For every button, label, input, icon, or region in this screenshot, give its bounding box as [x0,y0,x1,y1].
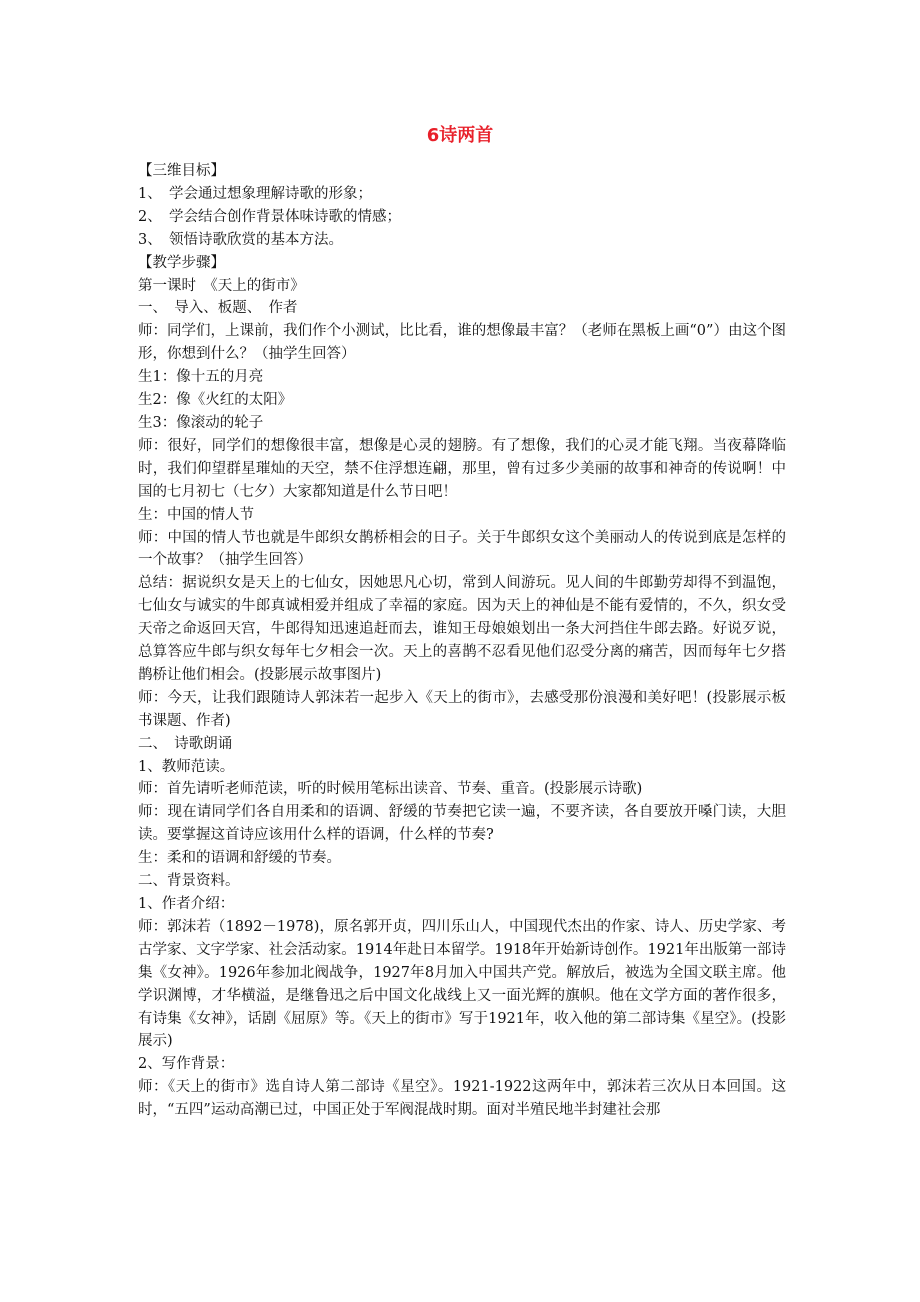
dialogue-paragraph: 师：中国的情人节也就是牛郎织女鹊桥相会的日子。关于牛郎织女这个美丽动人的传说到底是怎样的一个故事？（抽学生回答） [138,529,786,569]
document-title: 6诗两首 [426,125,494,146]
dialogue-paragraph: 生3：像滚动的轮子 [138,414,264,431]
step-heading-intro: 一、 导入、板题、 作者 [138,300,298,317]
sub-heading: 2、写作背景： [138,1056,235,1073]
goal-item-1: 1、 学会通过想象理解诗歌的形象； [138,185,372,202]
section-heading-goals: 【三维目标】 [138,163,225,179]
sub-heading: 1、教师范读。 [138,758,235,775]
step-heading-background: 二、背景资料。 [138,873,240,890]
background-paragraph: 师：《天上的街市》选自诗人第二部诗《星空》。1921-1922这两年中，郭沫若三次从日本回国。这时，“五四”运动高潮已过，中国正处于军阀混战时期。面对半殖民地半封建社会那 [138,1079,786,1119]
document-body [138,160,786,1122]
lesson-heading: 第一课时 《天上的街市》 [138,277,305,294]
dialogue-paragraph: 师：同学们，上课前，我们作个小测试，比比看，谁的想像最丰富？（老师在黑板上画“0”）由这个图形，你想到什么？（抽学生回答） [138,323,786,363]
dialogue-paragraph: 生1：像十五的月亮 [138,369,264,386]
dialogue-paragraph: 师：今天，让我们跟随诗人郭沫若一起步入《天上的街市》，去感受那份浪漫和美好吧！(投影展示板书课题、作者) [138,689,786,729]
section-heading-steps: 【教学步骤】 [138,254,225,271]
step-heading-recitation: 二、 诗歌朗诵 [138,735,233,752]
dialogue-paragraph: 生2：像《火红的太阳》 [138,392,293,409]
goal-item-2: 2、 学会结合创作背景体味诗歌的情感； [138,208,401,225]
dialogue-paragraph: 师：现在请同学们各自用柔和的语调、舒缓的节奏把它读一遍，不要齐读，各自要放开嗓门读，大胆读。要掌握这首诗应该用什么样的语调，什么样的节奏? [138,804,786,844]
dialogue-paragraph: 生：柔和的语调和舒缓的节奏。 [138,850,341,867]
dialogue-paragraph: 生：中国的情人节 [138,506,254,523]
goal-item-3: 3、 领悟诗歌欣赏的基本方法。 [138,231,343,248]
sub-heading: 1、作者介绍： [138,896,235,912]
summary-paragraph: 总结：据说织女是天上的七仙女，因她思凡心切，常到人间游玩。见人间的牛郎勤劳却得不到温饱，七仙女与诚实的牛郎真诚相爱并组成了幸福的家庭。因为天上的神仙是不能有爱情的，不久，织女受天帝之命返回天宫，牛郎得知迅速追赶而去，谁知王母娘娘划出一条大河挡住牛郎去路。好说歹说，总算答应牛郎与织女每年七夕相会一次。天上的喜鹊不忍看见他们忍受分离的痛苦，因而每年七夕搭鹊桥让他们相会。(投影展示故事图片) [138,575,786,683]
dialogue-paragraph: 师：很好，同学们的想像很丰富，想像是心灵的翅膀。有了想像，我们的心灵才能飞翔。当夜幕降临时，我们仰望群星璀灿的天空，禁不住浮想连翩，那里，曾有过多少美丽的故事和神奇的传说啊！中国的七月初七（七夕）大家都知道是什么节日吧！ [138,437,786,500]
author-paragraph: 师：郭沫若（1892－1978)，原名郭开贞，四川乐山人，中国现代杰出的作家、诗人、历史学家、考古学家、文字学家、社会活动家。1914年赴日本留学。1918年开始新诗创作。1921年出版第一部诗集《女神》。1926年参加北阀战争，1927年8月加入中国共产党。解放后，被选为全国文联主席。他学识渊博，才华横溢，是继鲁迅之后中国文化战线上又一面光辉的旗帜。他在文学方面的著作很多，有诗集《女神》，话剧《屈原》等。《天上的街市》写于1921年，收入他的第二部诗集《星空》。(投影展示) [138,918,786,1050]
dialogue-paragraph: 师：首先请听老师范读，听的时候用笔标出读音、节奏、重音。(投影展示诗歌) [138,781,643,798]
